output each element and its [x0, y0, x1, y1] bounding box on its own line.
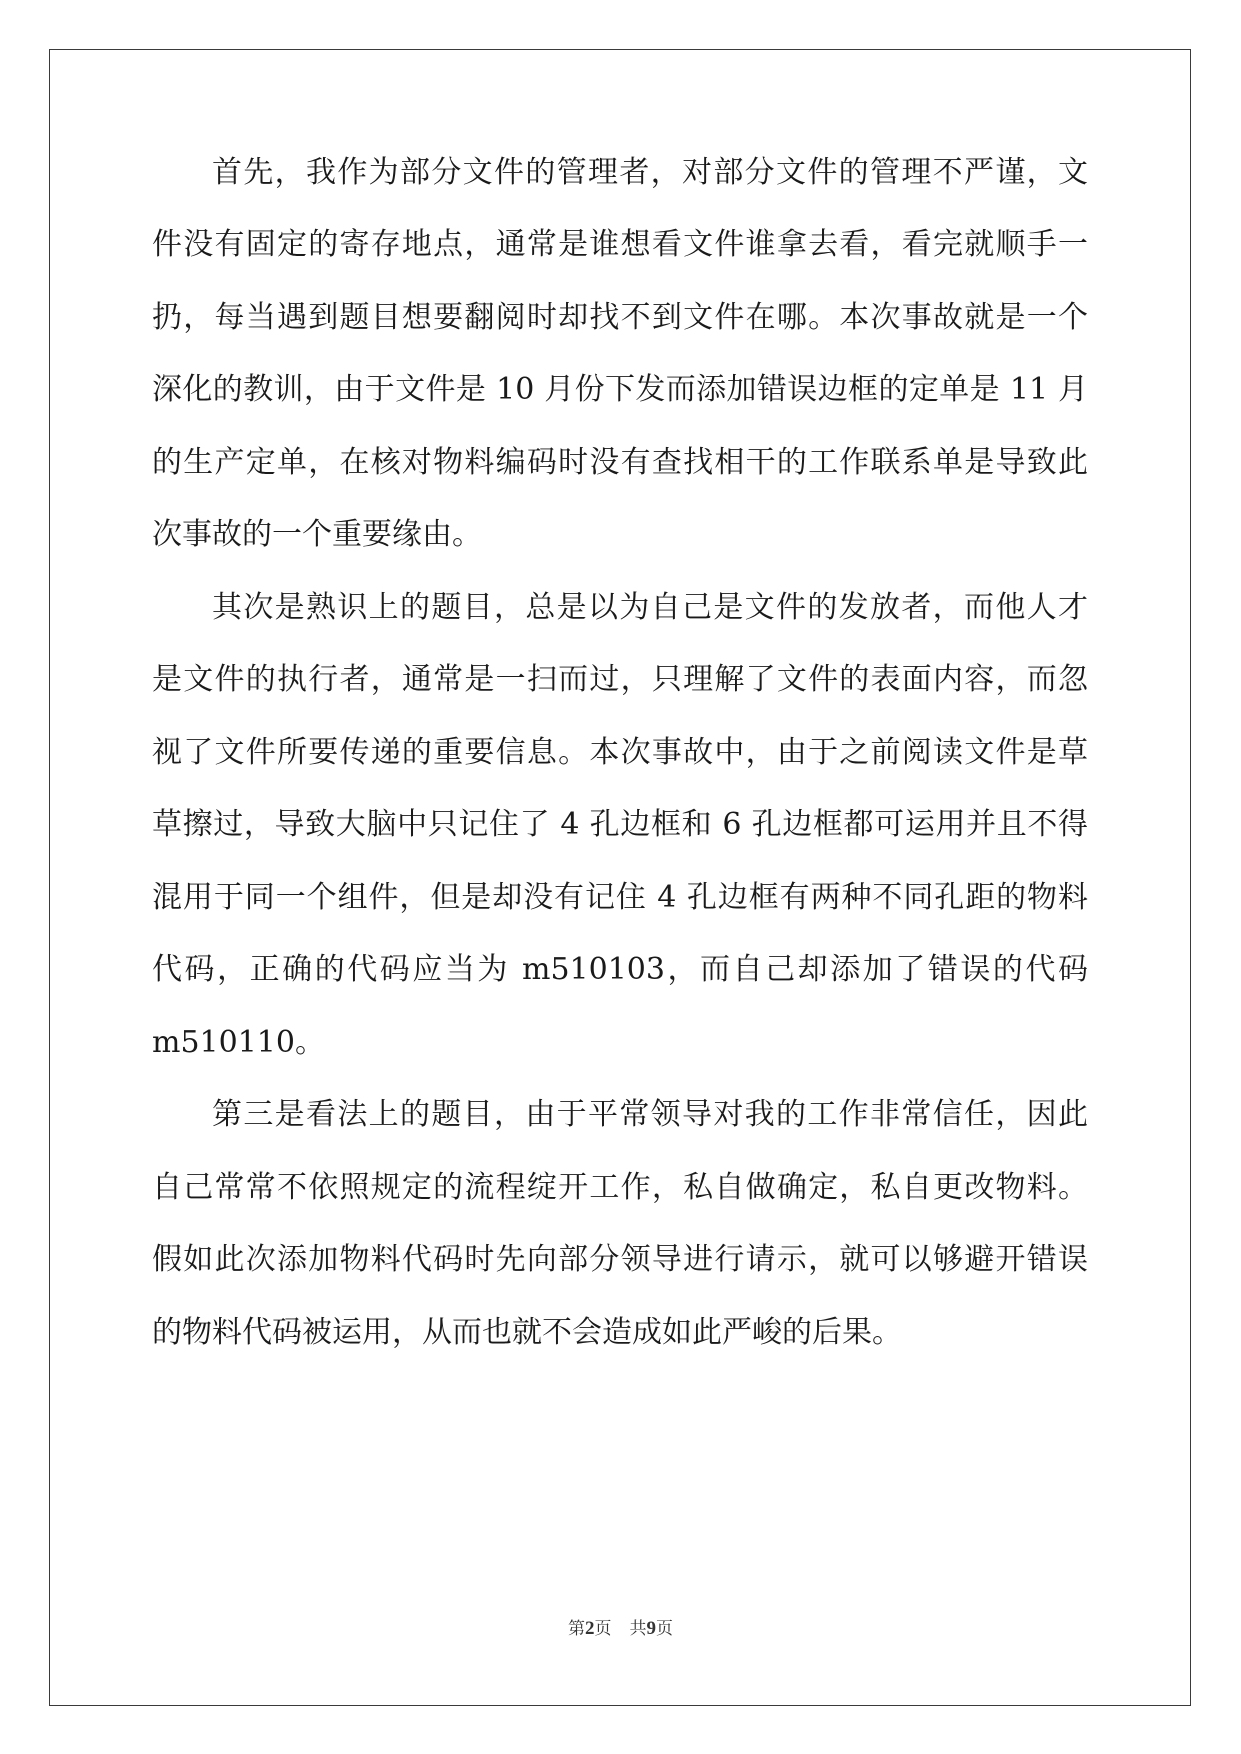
paragraph-1-line-5: 的生产定单，在核对物料编码时没有查找相干的工作联系单是导致此 [152, 445, 1088, 480]
footer-page-unit: 页 [594, 1619, 612, 1639]
paragraph-1-line-4: 深化的教训，由于文件是 10 月份下发而添加错误边框的定单是 11 月 [152, 372, 1088, 407]
paragraph-2-line-3: 视了文件所要传递的重要信息。本次事故中，由于之前阅读文件是草 [152, 735, 1088, 770]
paragraph-3-line-3: 假如此次添加物料代码时先向部分领导进行请示，就可以够避开错误 [152, 1242, 1088, 1277]
total-page-number: 9 [646, 1618, 656, 1639]
paragraph-2-line-5: 混用于同一个组件，但是却没有记住 4 孔边框有两种不同孔距的物料 [152, 880, 1088, 915]
paragraph-3-line-4: 的物料代码被运用，从而也就不会造成如此严峻的后果。 [152, 1315, 902, 1350]
paragraph-2-line-4: 草擦过，导致大脑中只记住了 4 孔边框和 6 孔边框都可运用并且不得 [152, 807, 1088, 842]
paragraph-2-line-6: 代码，正确的代码应当为 m510103，而自己却添加了错误的代码 [152, 952, 1088, 987]
paragraph-3-line-2: 自己常常不依照规定的流程绽开工作，私自做确定，私自更改物料。 [152, 1170, 1088, 1205]
footer-total-unit: 页 [656, 1619, 673, 1639]
paragraph-1-line-3: 扔，每当遇到题目想要翻阅时却找不到文件在哪。本次事故就是一个 [152, 300, 1088, 335]
paragraph-1-line-6: 次事故的一个重要缘由。 [152, 517, 482, 552]
paragraph-1-line-1: 首先，我作为部分文件的管理者，对部分文件的管理不严谨，文 [212, 155, 1088, 190]
paragraph-2-line-2: 是文件的执行者，通常是一扫而过，只理解了文件的表面内容，而忽 [152, 662, 1088, 697]
paragraph-1-line-2: 件没有固定的寄存地点，通常是谁想看文件谁拿去看，看完就顺手一 [152, 227, 1088, 262]
paragraph-2-line-1: 其次是熟识上的题目，总是以为自己是文件的发放者，而他人才 [212, 590, 1088, 625]
footer-total-prefix: 共 [629, 1619, 647, 1639]
paragraph-3-line-1: 第三是看法上的题目，由于平常领导对我的工作非常信任，因此 [212, 1097, 1088, 1132]
page-footer [0, 1618, 1241, 1640]
footer-prefix: 第 [568, 1619, 585, 1639]
paragraph-2-line-7: m510110。 [152, 1025, 325, 1060]
current-page-number: 2 [585, 1618, 595, 1639]
